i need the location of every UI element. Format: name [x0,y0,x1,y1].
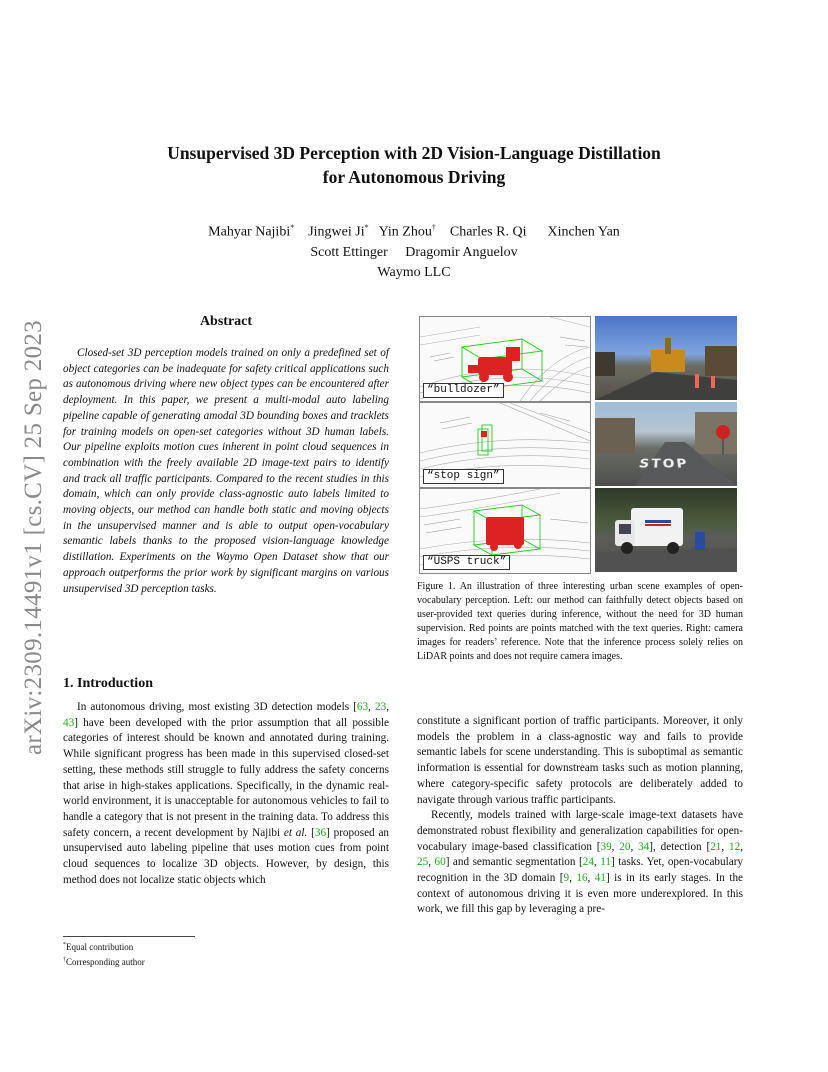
citation-link[interactable]: 25 [417,856,429,869]
text-run: Recently, models trained with large-scale image-text datasets have demonstrated robust flexibility and generalization capabilities for open-vocabulary image-based classification [ [417,809,743,853]
arxiv-stamp: arXiv:2309.14491v1 [cs.CV] 25 Sep 2023 [20,320,47,755]
query-label-usps-truck: “USPS truck” [423,555,510,570]
author-block [100,218,728,283]
title-line-1: Unsupervised 3D Perception with 2D Vision-Language Distillation [167,143,661,163]
paper-title [60,141,768,189]
stop-road-marking: STOP [637,457,691,472]
citation-link[interactable]: 20 [619,840,631,853]
text-run: ] tasks. Yet, open-vocabulary recognition in the 3D domain [ [417,856,744,885]
footnote-mark: * [63,942,66,948]
author-name: Xinchen Yan [547,224,620,240]
footnote-mark: † [63,957,66,963]
figure-1 [419,316,737,572]
title-line-2: for Autonomous Driving [322,167,506,187]
camera-image-usps-truck [595,488,737,572]
citation-link[interactable]: 16 [576,872,588,885]
lidar-view-stop-sign [419,402,591,488]
text-run: ] and semantic segmentation [ [445,856,583,869]
camera-image-stop-sign [595,402,737,486]
author-mark: † [431,223,436,232]
footnotes [63,939,363,969]
query-label-stop-sign: “stop sign” [423,469,504,484]
intro-heading: 1. Introduction [63,676,153,691]
citation-link[interactable]: 36 [314,826,327,839]
author-line-2 [100,243,728,263]
text-run: [ [307,826,315,839]
right-paragraph-2: Recently, models trained with large-scale image-text datasets have demonstrated robust flexibility and generalization capabilities for open-vocabulary image-based classification [39, 20, 34], detection [21, 12, 25, 60] and semantic segmentation [24, 11] tasks. Yet, open-vocabulary recognition in the 3D domain [9, 16, 41] is in its early stages. In the context of autonomous driving it is even more underexplored. In this work, we fill this gap by leveraging a pre- [417,809,744,916]
lidar-view-bulldozer [419,316,591,402]
abstract-heading: Abstract [199,314,253,329]
footnote-1 [63,939,363,954]
abstract-text: Closed-set 3D perception models trained on only a predefined set of object categories can be inadequate for safety critical applications such as autonomous driving where new object types can be encountered after deployment. In this paper, we present a multi-modal auto labeling pipeline capable of generating amodal 3D bounding boxes and tracklets for training models on open-set categories without 3D human labels. Our pipeline exploits motion cues inherent in point cloud sequences in combination with the freely available 2D image-text pairs to identify and track all traffic participants. Compared to the recent studies in this domain, which can only provide class-agnostic auto labels limited to moving objects, our method can handle both static and moving objects in the unsupervised manner and is able to output open-vocabulary semantic labels thanks to the proposed vision-language knowledge distillation. Experiments on the Waymo Open Dataset show that our approach outperforms the prior work by significant margins on various unsupervised 3D perception tasks. [63,347,389,595]
text-run: In autonomous driving, most existing 3D detection models [ [77,701,357,713]
text-run: ] have been developed with the prior assumption that all possible categories of interest should be known and annotated during training. While significant progress has been made in this supervised closed-set setting, these methods still struggle to fully address the safety concerns that arise in high-stakes applications. Specifically, in the dynamic real-world environment, it is unacceptable for autonomous vehicles to fail to handle a category that is not present in the training data. To address this safety concern, a recent development by Najibi [63,716,389,839]
citation-link[interactable]: 41 [594,872,606,885]
footnote-rule [63,936,195,937]
camera-image-bulldozer [595,316,737,400]
camera-scene-graphic [595,402,737,486]
citation-link[interactable]: 60 [434,856,446,869]
author-name: Charles R. Qi [449,224,527,240]
citation-link[interactable]: 12 [729,840,741,853]
camera-scene-graphic [595,488,737,572]
footnote-text: Equal contribution [66,942,134,952]
citation-link[interactable]: 63 [356,701,369,713]
citation-link[interactable]: 24 [582,856,594,869]
author-name: Dragomir Anguelov [405,244,518,260]
author-mark: * [364,223,369,232]
figure-caption: Figure 1. An illustration of three interesting urban scene examples of open-vocabulary perception. Left: our method can faithfully detect objects based on user-provided text queries during inference, without the need for 3D human supervision. Red points are points matched with the text queries. Right: camera images for readers’ reference. Note that the inference process solely relies on LiDAR points and does not require camera images. [417,581,743,662]
right-paragraph-1: constitute a significant portion of traffic participants. Moreover, it only models the problem in a class-agnostic way and fails to provide semantic labels for scene understanding. This is suboptimal as semantic information is essential for downstream tasks such as motion planning, where category-specific safety protocols are deliberately added to navigate through various traffic participants. [417,715,743,806]
text-run: ], detection [ [649,840,711,853]
affiliation: Waymo LLC [377,264,451,280]
author-mark: * [290,223,295,232]
text-run: ] proposed an unsupervised auto labeling pipeline that uses motion cues from point cloud sequences to localize 3D objects. However, by design, this method does not localize static objects which [63,826,390,886]
author-name: Jingwei Ji [308,224,365,240]
camera-scene-graphic [595,316,737,400]
query-label-bulldozer: “bulldozer” [423,383,504,398]
citation-link[interactable]: 21 [710,840,722,853]
author-name: Scott Ettinger [310,244,388,260]
text-run: et al. [283,826,308,839]
author-name: Yin Zhou [378,224,432,240]
citation-link[interactable]: 39 [600,840,612,853]
citation-link[interactable]: 23 [375,701,387,713]
author-name: Mahyar Najibi [208,224,291,240]
footnote-text: Corresponding author [66,957,145,967]
citation-link[interactable]: 9 [563,872,570,885]
intro-paragraph: In autonomous driving, most existing 3D detection models [63, 23, 43] have been developed with the prior assumption that all possible categories of interest should be known and annotated during training. While significant progress has been made in this supervised closed-set setting, these methods still struggle to fully address the safety concerns that arise in high-stakes applications. Specifically, in the dynamic real-world environment, it is unacceptable for autonomous vehicles to fail to handle a category that is not present in the training data. To address this safety concern, a recent development by Najibi et al. [36] proposed an unsupervised auto labeling pipeline that uses motion cues from point cloud sequences to localize 3D objects. However, by design, this method does not localize static objects which [63,701,390,886]
right-column-body [417,714,743,918]
citation-link[interactable]: 43 [63,716,75,729]
text-run: ] is in its early stages. In the context of autonomous driving it is even more underexplored. In this work, we fill this gap by leveraging a pre- [417,872,744,916]
citation-link[interactable]: 34 [638,840,650,853]
author-line-1 [100,218,728,243]
citation-link[interactable]: 11 [600,856,612,869]
lidar-view-usps-truck [419,488,591,574]
footnote-2 [63,954,363,969]
